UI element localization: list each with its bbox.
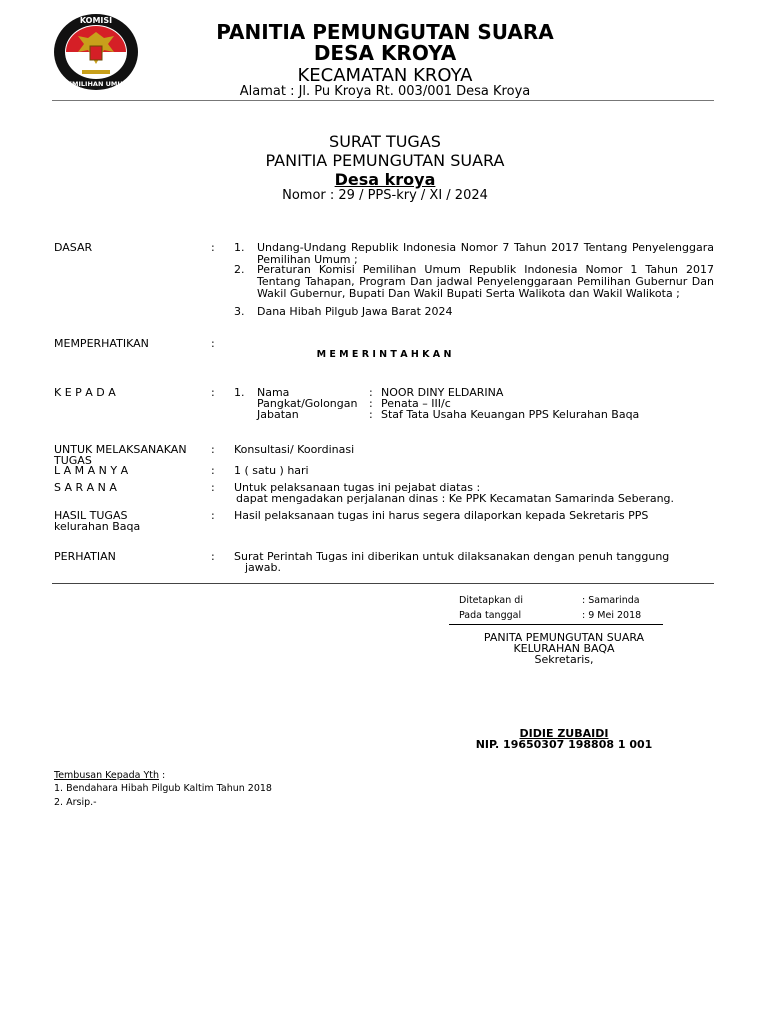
perhatian-label: PERHATIAN: [54, 550, 116, 563]
field-pangkat-sep: :: [369, 397, 373, 410]
memperhatikan-colon: :: [211, 337, 215, 350]
tembusan-item-1: 1. Bendahara Hibah Pilgub Kaltim Tahun 2018: [54, 783, 272, 794]
body-divider: [52, 583, 714, 584]
signer-nip: NIP. 19650307 198808 1 001: [475, 738, 653, 751]
date-value: : 9 Mei 2018: [582, 610, 642, 621]
memerintahkan-heading: M E M E R I N T A H K A N: [316, 349, 452, 360]
dasar-item-3: Dana Hibah Pilgub Jawa Barat 2024: [257, 305, 453, 318]
field-jabatan-sep: :: [369, 408, 373, 421]
sign-org2: KELURAHAN BAQA: [513, 642, 615, 655]
tembusan-colon: :: [159, 770, 166, 781]
field-nama-label: Nama: [257, 386, 290, 399]
tugas-label: UNTUK MELAKSANAKAN TUGAS: [54, 443, 187, 467]
svg-text:PEMILIHAN UMUM: PEMILIHAN UMUM: [62, 80, 130, 88]
document-number: Nomor : 29 / PPS-kry / XI / 2024: [282, 188, 488, 203]
field-pangkat-label: Pangkat/Golongan: [257, 397, 358, 410]
date-label: Pada tanggal: [459, 610, 522, 621]
header-line3: KECAMATAN KROYA: [297, 65, 473, 86]
lamanya-label: L A M A N Y A: [54, 464, 129, 477]
field-pangkat-value: Penata – III/c: [381, 397, 451, 410]
sarana-line1: Untuk pelaksanaan tugas ini pejabat diatas :: [234, 481, 481, 494]
dasar-num-2: 2.: [234, 263, 245, 276]
header-divider: [52, 100, 714, 101]
tugas-value: Konsultasi/ Koordinasi: [234, 443, 355, 456]
dasar-num-3: 3.: [234, 305, 245, 318]
title-line3: Desa kroya: [334, 170, 436, 189]
dasar-colon: :: [211, 241, 215, 254]
header-line1: PANITIA PEMUNGUTAN SUARA: [216, 20, 554, 44]
sign-org1: PANITA PEMUNGUTAN SUARA: [483, 631, 645, 644]
lamanya-colon: :: [211, 464, 215, 477]
sarana-label: S A R A N A: [54, 481, 117, 494]
kepada-colon: :: [211, 386, 215, 399]
tugas-colon: :: [211, 443, 215, 456]
dasar-label: DASAR: [54, 241, 93, 254]
sarana-colon: :: [211, 481, 215, 494]
place-value: : Samarinda: [582, 595, 640, 606]
field-jabatan-label: Jabatan: [257, 408, 299, 421]
field-nama-sep: :: [369, 386, 373, 399]
hasil-colon: :: [211, 509, 215, 522]
tembusan-title: Tembusan Kepada Yth: [54, 770, 160, 781]
signer-name: DIDIE ZUBAIDI: [519, 727, 609, 740]
dasar-num-1: 1.: [234, 241, 245, 254]
lamanya-value: 1 ( satu ) hari: [234, 464, 309, 477]
perhatian-line1: Surat Perintah Tugas ini diberikan untuk dilaksanakan dengan penuh tanggung: [234, 550, 670, 563]
kepada-num: 1.: [234, 386, 245, 399]
header-line2: DESA KROYA: [313, 41, 457, 65]
perhatian-line2: jawab.: [245, 561, 282, 574]
dasar-item-1: Undang-Undang Republik Indonesia Nomor 7 Tahun 2017 Tentang Penyelenggara Pemilihan Umum ;: [257, 241, 714, 266]
place-label: Ditetapkan di: [459, 595, 523, 606]
field-nama-value: NOOR DINY ELDARINA: [381, 386, 504, 399]
hasil-value: Hasil pelaksanaan tugas ini harus segera dilaporkan kepada Sekretaris PPS: [234, 509, 649, 522]
field-jabatan-value: Staf Tata Usaha Keuangan PPS Kelurahan Baqa: [381, 408, 640, 421]
sarana-line2: dapat mengadakan perjalanan dinas : Ke PPK Kecamatan Samarinda Seberang.: [236, 492, 675, 505]
title-line2: PANITIA PEMUNGUTAN SUARA: [265, 151, 505, 170]
signature-divider: [449, 624, 663, 625]
kepada-label: K E P A D A: [54, 386, 116, 399]
svg-text:KOMISI: KOMISI: [79, 16, 113, 25]
header-address: Alamat : Jl. Pu Kroya Rt. 003/001 Desa Kroya: [239, 84, 531, 99]
tembusan-item-2: 2. Arsip.-: [54, 797, 97, 808]
tembusan-heading: [54, 770, 165, 781]
title-line1: SURAT TUGAS: [329, 132, 441, 151]
kpu-logo: [52, 12, 140, 92]
hasil-label: HASIL TUGAS kelurahan Baqa: [54, 509, 141, 533]
sign-role: Sekretaris,: [534, 653, 594, 666]
memperhatikan-label: MEMPERHATIKAN: [54, 337, 149, 350]
perhatian-colon: :: [211, 550, 215, 563]
dasar-item-2: Peraturan Komisi Pemilihan Umum Republik Indonesia Nomor 1 Tahun 2017 Tentang Tahapan, Program Dan jadwal Penyelenggaraan Pemilihan Gubernur Dan Wakil Gubernur, Bupati Dan Wakil Bupati Serta Walikota dan Wakil Walikota ;: [257, 263, 714, 300]
